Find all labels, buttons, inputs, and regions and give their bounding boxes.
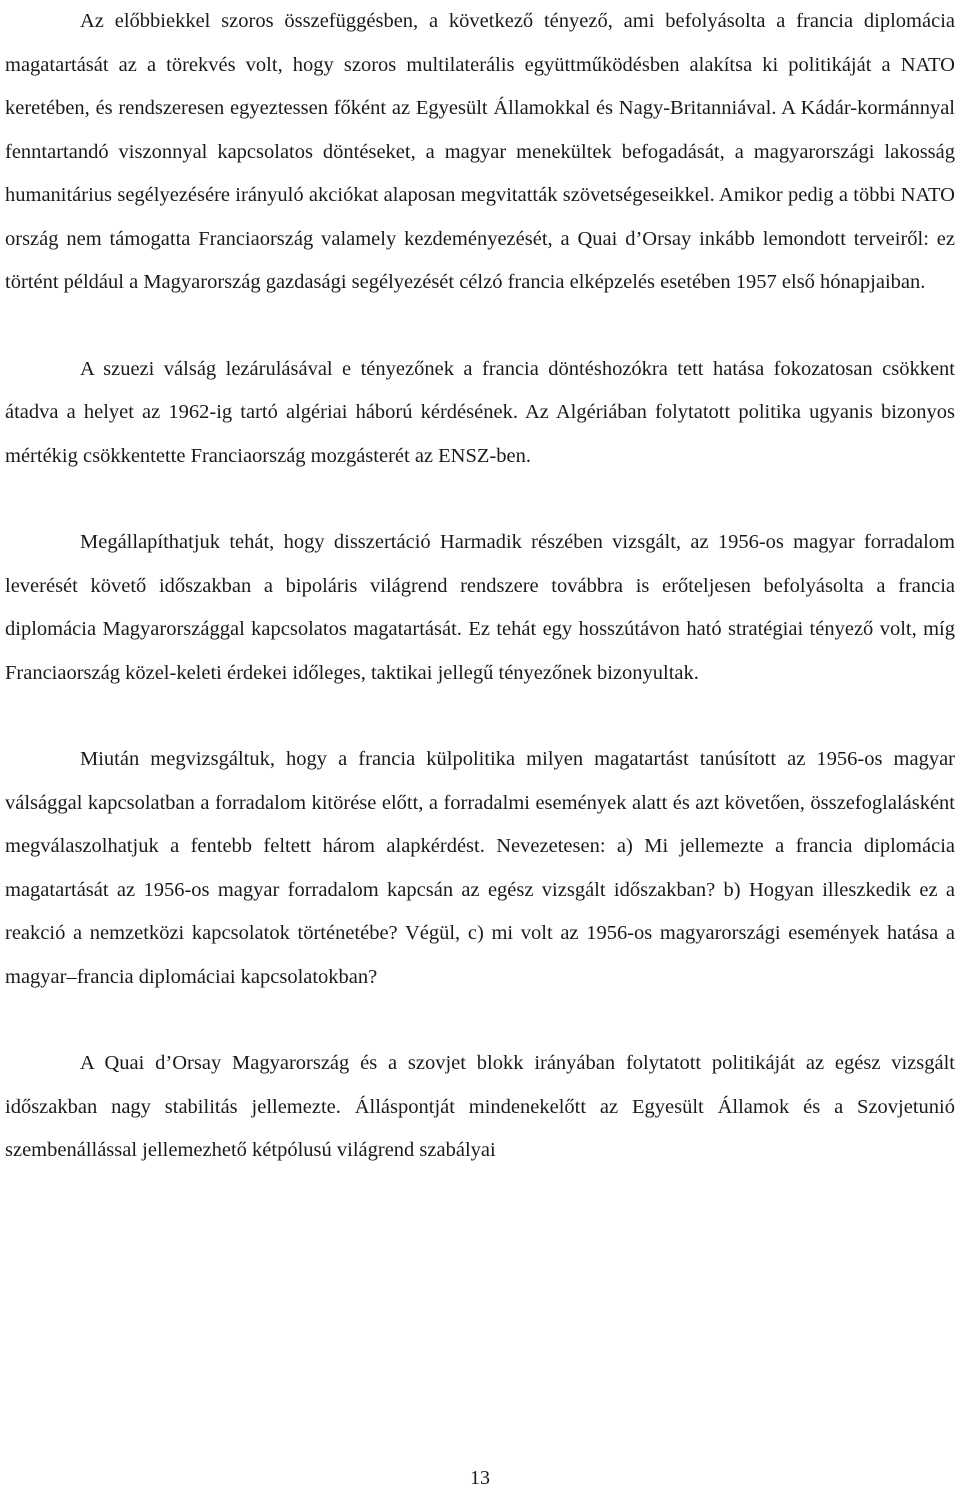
paragraph-1: Az előbbiekkel szoros összefüggésben, a következő tényező, ami befolyásolta a francia diplomácia magatartását az a törekvés volt, hogy szoros multilaterális együttműködésben alakítsa ki politikáját a NATO keretében, és rendszeresen egyeztessen főként az Egyesült Államokkal és Nagy-Britanniával. A Kádár-kormánnyal fenntartandó viszonnyal kapcsolatos döntéseket, a magyar menekültek befogadását, a magyarországi lakosság humanitárius segélyezésére irányuló akciókat alaposan megvitatták szövetségeseikkel. Amikor pedig a többi NATO ország nem támogatta Franciaország valamely kezdeményezését, a Quai d’Orsay inkább lemondott terveiről: ez történt például a Magyarország gazdasági segélyezését célzó francia elképzelés esetében 1957 első hónapjaiban. bbox=[5, 10, 955, 293]
paragraph-2: A szuezi válság lezárulásával e tényezőnek a francia döntéshozókra tett hatása fokozatosan csökkent átadva a helyet az 1962-ig tartó algériai háború kérdésének. Az Algériában folytatott politika ugyanis bizonyos mértékig csökkentette Franciaország mozgásterét az ENSZ-ben. bbox=[5, 357, 955, 467]
paragraph-spacer bbox=[5, 999, 955, 1042]
document-body bbox=[5, 0, 955, 1173]
page-number: 13 bbox=[470, 1467, 490, 1489]
paragraph-spacer bbox=[5, 305, 955, 348]
paragraph-4: Miután megvizsgáltuk, hogy a francia külpolitika milyen magatartást tanúsított az 1956-os magyar válsággal kapcsolatban a forradalom kitörése előtt, a forradalmi események alatt és azt követően, összefoglalásként megválaszolhatjuk a fentebb feltett három alapkérdést. Nevezetesen: a) Mi jellemezte a francia diplomácia magatartását az 1956-os magyar forradalom kapcsán az egész vizsgált időszakban? b) Hogyan illeszkedik ez a reakció a nemzetközi kapcsolatok történetébe? Végül, c) mi volt az 1956-os magyarországi események hatása a magyar–francia diplomáciai kapcsolatokban? bbox=[5, 748, 955, 988]
paragraph-spacer bbox=[5, 478, 955, 521]
paragraph-spacer bbox=[5, 695, 955, 738]
paragraph-5: A Quai d’Orsay Magyarország és a szovjet blokk irányában folytatott politikáját az egész vizsgált időszakban nagy stabilitás jellemezte. Álláspontját mindenekelőtt az Egyesült Államok és a Szovjetunió szembenállással jellemezhető kétpólusú világrend szabályai bbox=[5, 1052, 955, 1161]
paragraph-3: Megállapíthatjuk tehát, hogy disszertáció Harmadik részében vizsgált, az 1956-os magyar forradalom leverését követő időszakban a bipoláris világrend rendszere továbbra is erőteljesen befolyásolta a francia diplomácia Magyarországgal kapcsolatos magatartását. Ez tehát egy hosszútávon ható stratégiai tényező volt, míg Franciaország közel-keleti érdekei időleges, taktikai jellegű tényezőnek bizonyultak. bbox=[5, 531, 955, 684]
